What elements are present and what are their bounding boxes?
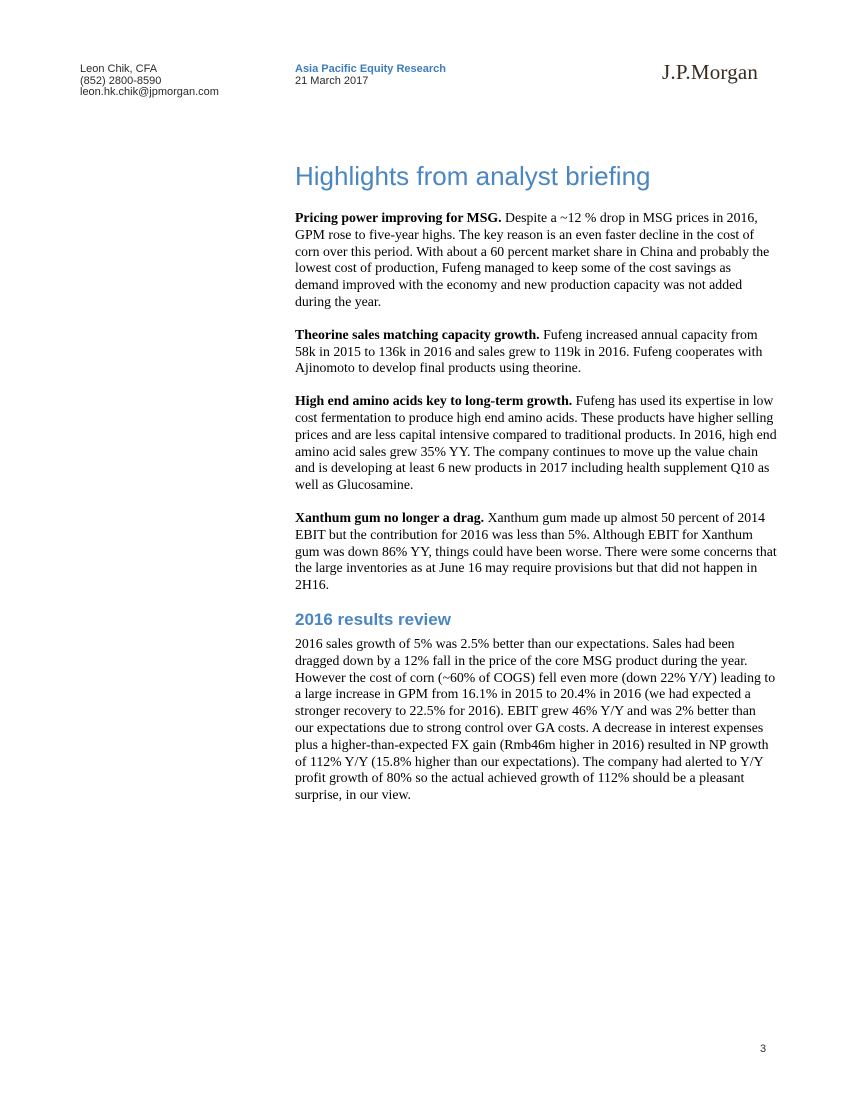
analyst-contact-block [80, 64, 219, 99]
paragraph-text: Fufeng increased annual capacity from 58k in 2015 to 136k in 2016 and sales grew to 119k in 2016. Fufeng cooperates with Ajinomoto to develop final products using theorine. [295, 326, 763, 376]
page-number: 3 [760, 1043, 767, 1055]
article-column [295, 160, 777, 820]
paragraph-lead: Pricing power improving for MSG. [295, 210, 502, 225]
section-heading-2016-results: 2016 results review [295, 609, 451, 629]
paragraph-lead: Xanthum gum no longer a drag. [295, 509, 485, 525]
publication-title: Asia Pacific Equity Research [295, 63, 447, 75]
paragraph-xanthum-gum [295, 510, 777, 594]
paragraph-text: Despite a ~12 % drop in MSG prices in 2016, GPM rose to five-year highs. The key reason is an even faster decline in the cost of corn over this period. With about a 60 percent market share in China and probably the lowest cost of production, Fufeng managed to keep some of the cost savings as demand improved with the economy and new production capacity was not added during the year. [295, 210, 770, 309]
paragraph-theorine-sales [295, 327, 777, 377]
paragraph-results-review: 2016 sales growth of 5% was 2.5% better than our expectations. Sales had been dragged down by a 12% fall in the price of the core MSG product during the year. However the cost of corn (~60% of COGS) fell even more (down 22% Y/Y) leading to a large increase in GPM from 16.1% in 2015 to 20.4% in 2016 (we had expected a stronger recovery to 22.5% for 2016). EBIT grew 46% Y/Y and was 2% better than our expectations due to strong control over GA costs. A decrease in interest expenses plus a higher-than-expected FX gain (Rmb46m higher in 2016) resulted in NP growth of 112% Y/Y (15.8% higher than our expectations). The company had alerted to Y/Y profit growth of 80% so the actual achieved growth of 112% should be a pleasant surprise, in our view. [295, 635, 776, 803]
paragraph-amino-acids [295, 393, 777, 494]
analyst-name: Leon Chik, CFA [80, 63, 158, 75]
paragraph-text: Fufeng has used its expertise in low cost fermentation to produce high end amino acids. These products have higher selling prices and are less capital intensive compared to traditional products. In 2016, high end amino acid sales grew 35% YY. The company continues to move up the value chain and is developing at least 6 new products in 2017 including health supplement Q10 as well as Glucosamine. [295, 393, 777, 493]
analyst-phone: (852) 2800-8590 [80, 74, 162, 87]
publication-block [295, 64, 446, 87]
paragraph-text: Xanthum gum made up almost 50 percent of 2014 EBIT but the contribution for 2016 was less than 5%. Although EBIT for Xanthum gum was down 86% YY, things could have been worse. There were some concerns that the large inventories as at June 16 may require provisions but that did not happen in 2H16. [295, 509, 777, 593]
paragraph-lead: Theorine sales matching capacity growth. [295, 326, 540, 342]
paragraph-lead: High end amino acids key to long-term growth. [295, 393, 573, 409]
paragraph-pricing-power [295, 210, 777, 311]
analyst-email: leon.hk.chik@jpmorgan.com [80, 86, 219, 98]
page-title: Highlights from analyst briefing [295, 161, 651, 191]
jpmorgan-logo: J.P.Morgan [662, 60, 759, 84]
publication-date: 21 March 2017 [295, 74, 369, 87]
